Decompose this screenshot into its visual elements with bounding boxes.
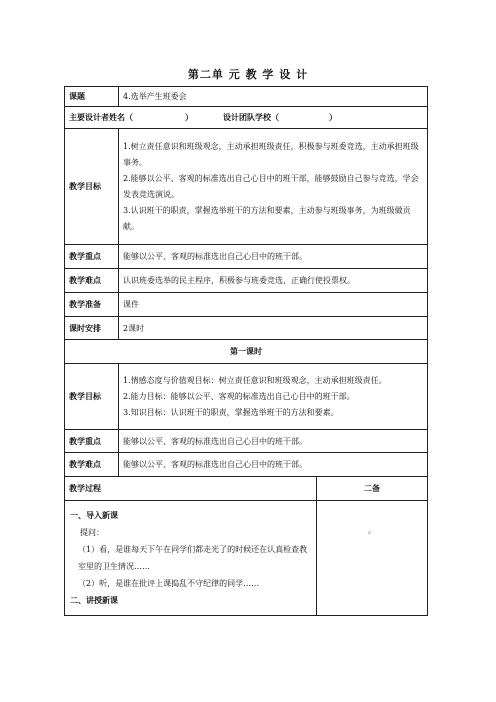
question-1: （1）看，是谁每天下午在同学们都走光了的时候还在认真检查教室里的卫生情况……: [78, 545, 308, 571]
row-process-body: [65, 501, 428, 616]
objectives-label: 教学目标: [65, 129, 119, 245]
difficulty-value: 认识班委选举的民主程序，积极参与班委竞选，正确行使投票权。: [119, 269, 428, 293]
difficulty2-label: 教学难点: [65, 453, 119, 477]
designer-close: ）: [185, 113, 193, 122]
key-point-value: 能够以公平、客观的标准选出自己心目中的班干部。: [119, 245, 428, 269]
row-designer: [65, 107, 428, 129]
row-preparation: [65, 293, 428, 317]
page-title: 第二单 元 教 学 设 计: [187, 68, 309, 81]
objectives2-label: 教学目标: [65, 364, 119, 430]
preparation-label: 教学准备: [65, 293, 119, 317]
objective-item: 3.认识班干的职责，掌握选举班干的方法和要素，主动参与班级事务，为班级做贡献。: [123, 205, 411, 231]
key-point-label: 教学重点: [65, 245, 119, 269]
school-close: ）: [329, 113, 337, 122]
question-2: （2）听，是谁在批评上课捣乱不守纪律的同学……: [78, 579, 260, 588]
difficulty-label: 教学难点: [65, 269, 119, 293]
objectives-value: [119, 129, 428, 245]
notes-label: 二备: [317, 477, 428, 501]
school-label: 设计团队学校（: [223, 113, 279, 122]
key-point2-label: 教学重点: [65, 430, 119, 453]
row-schedule: [65, 317, 428, 340]
first-lesson-heading: 第一课时: [65, 340, 428, 364]
objective2-item: 2.能力目标：能够以公平、客观的标准选出自己心目中的班干部。: [123, 391, 355, 401]
row-difficulty2: [65, 453, 428, 477]
notes-content: 。: [317, 501, 428, 616]
difficulty2-value: 能够以公平、客观的标准选出自己心目中的班干部。: [119, 453, 428, 477]
process-content: [65, 501, 317, 616]
row-key-point2: [65, 430, 428, 453]
objective-item: 1.树立责任意识和班级观念，主动承担班级责任，积极参与班委竞选，主动承担班级事务。: [123, 141, 419, 167]
lesson-value: 4.选举产生班委会: [119, 87, 428, 107]
process-label: 教学过程: [65, 477, 317, 501]
row-lesson: [65, 87, 428, 107]
designer-cell: [65, 107, 428, 129]
row-first-lesson: [65, 340, 428, 364]
row-difficulty: [65, 269, 428, 293]
objectives2-value: [119, 364, 428, 430]
schedule-label: 课时安排: [65, 317, 119, 340]
objective-item: 2.能够以公平、客观的标准选出自己心目中的班干部，能够鼓励自己参与竞选，学会发表竞选演说。: [123, 173, 419, 199]
key-point2-value: 能够以公平、客观的标准选出自己心目中的班干部。: [119, 430, 428, 453]
section-teaching-heading: 二、讲授新课: [70, 596, 118, 605]
lesson-label: 课题: [65, 87, 119, 107]
objective2-item: 3.知识目标：认识班干的职责，掌握选举班干的方法和要素。: [123, 407, 339, 417]
objective2-item: 1.情感态度与价值观目标：树立责任意识和班级观念，主动承担班级责任。: [123, 375, 387, 385]
lesson-plan-table: [64, 86, 428, 616]
row-objectives2: [65, 364, 428, 430]
row-process-header: [65, 477, 428, 501]
preparation-value: 课件: [119, 293, 428, 317]
row-objectives: [65, 129, 428, 245]
schedule-value: 2课时: [119, 317, 428, 340]
row-key-point: [65, 245, 428, 269]
designer-label: 主要设计者姓名（: [69, 113, 133, 122]
prompt-label: 提问：: [80, 528, 104, 537]
section-intro-heading: 一、导入新课: [70, 511, 118, 520]
